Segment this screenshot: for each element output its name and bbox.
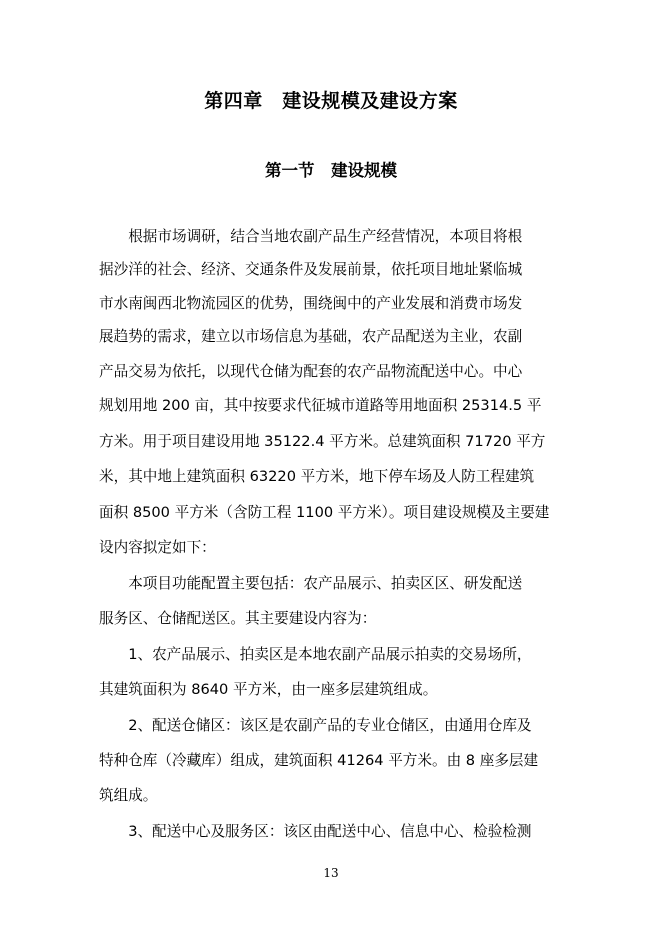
body-line: 产品交易为依托，以现代仓储为配套的农产品物流配送中心。中心 (99, 363, 523, 380)
chapter-title: 第四章 建设规模及建设方案 (204, 90, 458, 112)
section-title: 第一节 建设规模 (265, 161, 397, 180)
body-line: 筑组成。 (99, 787, 158, 804)
body-line: 1、农产品展示、拍卖区是本地农副产品展示拍卖的交易场所， (99, 646, 532, 663)
body-line: 市水南闽西北物流园区的优势，围绕闽中的产业发展和消费市场发 (99, 295, 523, 312)
body-line: 服务区、仓储配送区。其主要建设内容为： (99, 610, 377, 627)
body-line: 米，其中地上建筑面积 63220 平方米，地下停车场及人防工程建筑 (99, 468, 535, 485)
body-line: 其建筑面积为 8640 平方米，由一座多层建筑组成。 (99, 681, 438, 698)
body-line: 展趋势的需求，建立以市场信息为基础，农产品配送为主业，农副 (99, 328, 523, 345)
body-line: 本项目功能配置主要包括：农产品展示、拍卖区区、研发配送 (99, 575, 523, 592)
body-line: 特种仓库（冷藏库）组成，建筑面积 41264 平方米。由 8 座多层建 (99, 752, 539, 769)
body-line: 据沙洋的社会、经济、交通条件及发展前景，依托项目地址紧临城 (99, 261, 523, 278)
body-line: 根据市场调研，结合当地农副产品生产经营情况，本项目将根 (99, 228, 523, 245)
body-line: 3、配送中心及服务区：该区由配送中心、信息中心、检验检测 (99, 823, 532, 840)
body-line: 面积 8500 平方米（含防工程 1100 平方米）。项目建设规模及主要建 (99, 504, 550, 521)
body-line: 设内容拟定如下： (99, 539, 216, 556)
body-line: 2、配送仓储区：该区是农副产品的专业仓储区，由通用仓库及 (99, 717, 532, 734)
body-line: 方米。用于项目建设用地 35122.4 平方米。总建筑面积 71720 平方 (99, 433, 546, 450)
body-line: 规划用地 200 亩，其中按要求代征城市道路等用地面积 25314.5 平 (99, 397, 542, 414)
page-number: 13 (323, 866, 339, 880)
